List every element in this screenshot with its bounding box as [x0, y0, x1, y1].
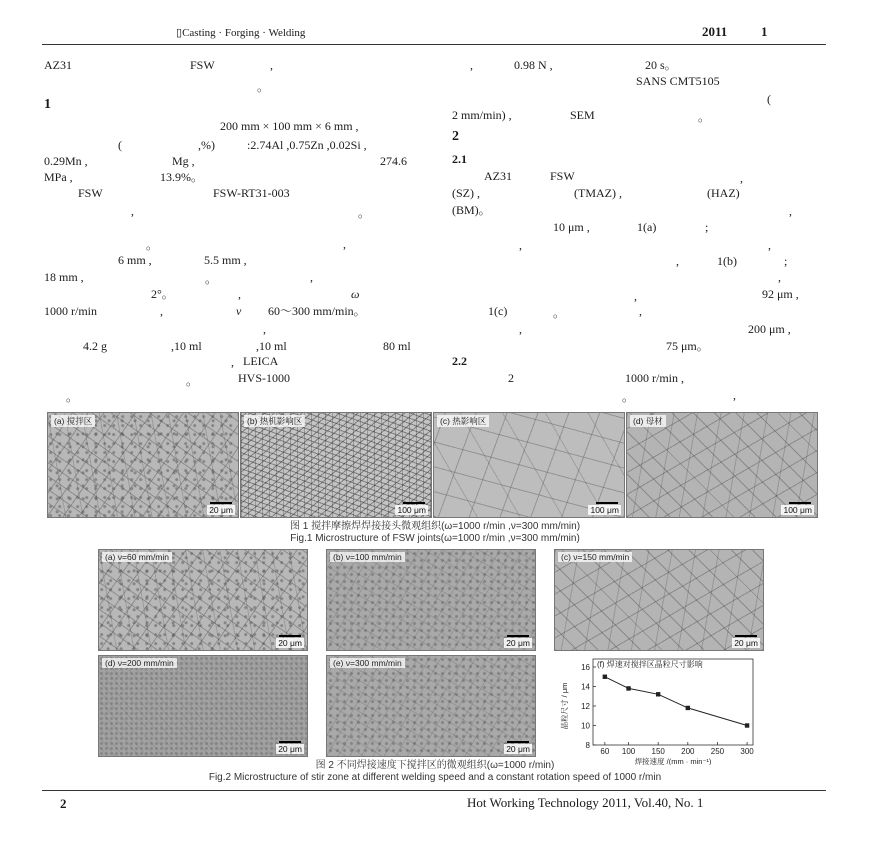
text-line-l16b: ,10 ml [171, 339, 202, 353]
fig2-panel-d [98, 655, 308, 757]
scale-bar [507, 741, 529, 743]
scale-label: 20 μm [209, 505, 233, 515]
text-line-r7c: , [740, 171, 743, 185]
text-line-l9a: , [131, 204, 134, 218]
text-line-l11a: 6 mm , [118, 253, 152, 267]
x-tick-label: 100 [621, 747, 636, 756]
text-line-r14b: 92 μm , [762, 287, 799, 301]
scale-label: 20 μm [506, 638, 530, 648]
journal-sections-text: Casting · Forging · Welding [182, 27, 306, 39]
footer-rule [42, 790, 826, 791]
text-line-l4: 200 mm × 100 mm × 6 mm , [220, 119, 359, 133]
x-axis-label: 焊接速度 /(mm · min⁻¹) [634, 757, 712, 765]
text-line-l16a: 4.2 g [83, 339, 107, 353]
x-tick-label: 150 [651, 747, 665, 756]
panel-label: (e) ν=300 mm/min [330, 658, 405, 668]
text-line-l6a: 0.29Mn , [44, 154, 88, 168]
y-tick-label: 8 [585, 741, 590, 750]
text-line-r15a: 1(c) [488, 304, 508, 318]
fig1-panel-b [240, 412, 432, 518]
text-line-l1: AZ31 [44, 58, 72, 72]
text-line-l1c: , [270, 58, 273, 72]
text-line-r7a: AZ31 [484, 169, 512, 183]
panel-label: (b) 热机影响区 [244, 415, 305, 427]
text-line-l1b: FSW [190, 58, 215, 72]
subsection-heading-2-2: 2.2 [452, 354, 467, 368]
text-line-r12a: , [676, 254, 679, 268]
fig1-panel-d [626, 412, 818, 518]
footer-page-number: 2 [60, 796, 67, 811]
data-point [745, 723, 749, 727]
text-line-l14b: , [160, 304, 163, 318]
text-line-l9b: 。 [358, 206, 371, 220]
text-line-r15c: , [639, 304, 642, 318]
text-line-r3: ( [767, 92, 771, 106]
header-year: 2011 [702, 24, 728, 39]
panel-label: (d) 母材 [630, 415, 666, 427]
fig2-panel-c [554, 549, 764, 651]
data-point [603, 675, 607, 679]
text-line-l8b: FSW-RT31-003 [213, 186, 290, 200]
text-line-r9b: , [789, 204, 792, 218]
scale-bar [507, 635, 529, 637]
text-line-l14c: ν [236, 304, 242, 318]
text-line-l14d: 60～300 mm/min。 [268, 304, 366, 318]
scale-bar [596, 502, 618, 504]
data-point [656, 692, 660, 696]
fig1-panel-a [47, 412, 239, 518]
text-line-r17: 75 μm。 [666, 339, 709, 353]
text-line-r14a: , [634, 289, 637, 303]
y-tick-label: 16 [581, 663, 590, 672]
text-line-l13b: , [238, 287, 241, 301]
scale-bar [279, 741, 301, 743]
text-line-l7b: 13.9%。 [160, 170, 203, 184]
text-line-l19: 。 [66, 390, 79, 404]
panel-label: (c) 热影响区 [437, 415, 489, 427]
fig2-panel-e [326, 655, 536, 757]
data-point [626, 686, 630, 690]
text-line-l5a: ( [118, 138, 122, 152]
scale-bar [279, 635, 301, 637]
text-line-l6c: 274.6 [380, 154, 407, 168]
text-line-l12b: 。 [205, 272, 218, 286]
data-line [605, 677, 747, 726]
panel-label: (d) ν=200 mm/min [102, 658, 177, 668]
scale-label: 20 μm [278, 744, 302, 754]
footer-journal: Hot Working Technology 2011, Vol.40, No. 1 [467, 795, 704, 810]
x-tick-label: 250 [710, 747, 725, 756]
text-line-l10a: 。 [146, 238, 159, 252]
scale-label: 100 μm [397, 505, 426, 515]
scale-label: 100 μm [590, 505, 619, 515]
text-line-l6b: Mg , [172, 154, 195, 168]
text-line-l13c: ω [351, 287, 360, 301]
fig2-panel-a [98, 549, 308, 651]
panel-label: (b) ν=100 mm/min [330, 552, 405, 562]
text-line-r4a: 2 mm/min) , [452, 108, 512, 122]
x-tick-label: 300 [740, 747, 754, 756]
text-line-r19b: 1000 r/min , [625, 371, 684, 385]
scale-bar [210, 502, 232, 504]
text-line-r19a: 2 [508, 371, 514, 385]
section-heading-1: 1 [44, 97, 51, 112]
text-line-l16c: ,10 ml [256, 339, 287, 353]
fig2-caption-cn: 图 2 不同焊接速度下搅拌区的微观组织(ω=1000 r/min) [315, 760, 555, 771]
subsection-heading-2-1: 2.1 [452, 152, 467, 166]
text-line-r8b: (TMAZ) , [574, 186, 622, 200]
text-line-l7a: MPa , [44, 170, 73, 184]
y-axis-label: 晶粒尺寸 / μm [560, 682, 569, 730]
text-line-r20a: 。 [622, 390, 635, 404]
text-line-l17b: LEICA [243, 354, 279, 368]
header-issue: 1 [761, 24, 768, 39]
section-heading-2: 2 [452, 129, 459, 144]
text-line-r16b: 200 μm , [748, 322, 791, 336]
text-line-l2: 。 [257, 80, 270, 94]
text-line-r1c: 20 s。 [645, 58, 677, 72]
text-line-r10b: 1(a) [637, 220, 657, 234]
running-header-sections: ▯Casting · Forging · Welding [176, 27, 306, 39]
text-line-r10a: 10 μm , [553, 220, 590, 234]
text-line-r11b: , [768, 238, 771, 252]
scale-label: 20 μm [734, 638, 758, 648]
text-line-r2: SANS CMT5105 [636, 74, 720, 88]
fig1-caption-cn: 图 1 搅拌摩擦焊焊接接头微观组织(ω=1000 r/min ,ν=300 mm/min) [289, 521, 581, 532]
fig2-caption-en: Fig.2 Microstructure of stir zone at different welding speed and a constant rotation speed of 1000 r/min [208, 772, 662, 783]
panel-label: (a) 搅拌区 [51, 415, 95, 427]
text-line-l5c: :2.74Al ,0.75Zn ,0.02Si , [247, 138, 367, 152]
text-line-r16a: , [519, 322, 522, 336]
fig2-panel-b [326, 549, 536, 651]
header-rule [42, 44, 826, 45]
text-line-r15b: 。 [553, 306, 566, 320]
text-line-l11b: 5.5 mm , [204, 253, 247, 267]
x-tick-label: 200 [681, 747, 695, 756]
text-line-l12a: 18 mm , [44, 270, 84, 284]
text-line-l18b: HVS-1000 [238, 371, 291, 385]
scale-label: 100 μm [783, 505, 812, 515]
text-line-r4c: 。 [698, 110, 711, 124]
scale-bar [735, 635, 757, 637]
text-line-l18a: 。 [186, 374, 199, 388]
scale-label: 20 μm [506, 744, 530, 754]
text-line-r11a: , [519, 238, 522, 252]
text-line-l13a: 2°。 [151, 287, 174, 301]
text-line-r1b: 0.98 N , [514, 58, 553, 72]
y-tick-label: 14 [581, 682, 590, 692]
text-line-l10b: , [343, 237, 346, 251]
text-line-l8a: FSW [78, 186, 103, 200]
scale-bar [403, 502, 425, 504]
text-line-r13: , [778, 270, 781, 284]
scale-bar [789, 502, 811, 504]
chart-title: (f) 焊速对搅拌区晶粒尺寸影响 [597, 660, 703, 669]
grain-size-chart [553, 653, 765, 765]
text-line-l5b: ,%) [198, 138, 215, 152]
text-line-r20b: , [733, 388, 736, 402]
text-line-l15: , [263, 322, 266, 336]
text-line-r10c: ; [705, 220, 709, 234]
y-tick-label: 10 [581, 721, 590, 731]
fig1-panel-c [433, 412, 625, 518]
text-line-r4b: SEM [570, 108, 595, 122]
text-line-l12c: , [310, 270, 313, 284]
text-line-l14a: 1000 r/min [44, 304, 97, 318]
text-line-r1a: , [470, 58, 473, 72]
panel-label: (a) ν=60 mm/min [102, 552, 172, 562]
text-line-r9a: (BM)。 [452, 203, 491, 217]
x-tick-label: 60 [600, 747, 610, 756]
plot-frame [593, 659, 753, 745]
text-line-r12b: 1(b) [717, 254, 737, 268]
text-line-r8a: (SZ) , [452, 186, 480, 200]
text-line-l17a: , [231, 355, 234, 369]
fig1-caption-en: Fig.1 Microstructure of FSW joints(ω=1000 r/min ,ν=300 mm/min) [290, 533, 580, 544]
text-line-r7b: FSW [550, 169, 575, 183]
text-line-r12c: ; [784, 254, 788, 268]
text-line-l16d: 80 ml [383, 339, 411, 353]
y-tick-label: 12 [581, 702, 590, 711]
scale-label: 20 μm [278, 638, 302, 648]
data-point [686, 706, 690, 710]
text-line-r8c: (HAZ) [707, 186, 740, 200]
panel-label: (c) ν=150 mm/min [558, 552, 632, 562]
chart-svg [553, 653, 765, 765]
